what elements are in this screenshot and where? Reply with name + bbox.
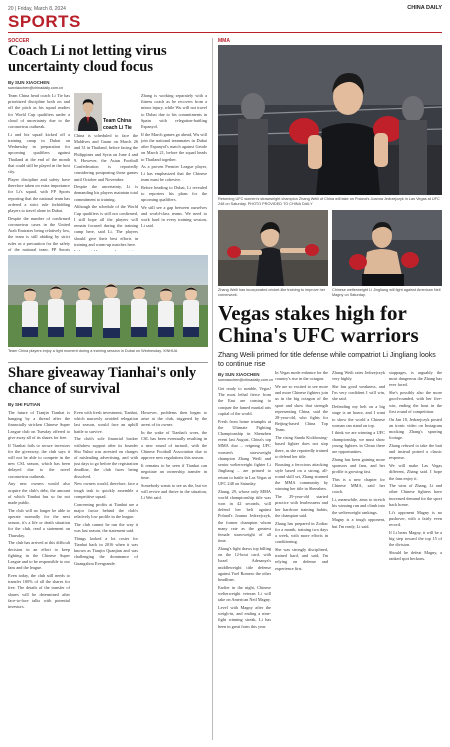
paragraph: If Tianhai fails to secure investors for the giveaway, the club says it will not be able to compete in the new CSL season, which has been delayed due to the novel coronavirus outbreak. — [8, 442, 70, 479]
paragraph: The 29-year-old started practice with fearlessness and her hardcore training habits, the champion said. — [275, 494, 328, 518]
team-training-caption: Team China players enjoy a light moment during a training session in Dubai on Wednesday. XINHUA — [8, 349, 178, 353]
zhang-training-photo — [218, 210, 328, 286]
story3-col1 — [218, 386, 271, 740]
paragraph: Li and his squad kicked off a training camp in Dubai on Wednesday in preparation for upcoming qualifiers against Thailand at the end of the month that could still be played in the host city. — [8, 131, 70, 175]
paragraph: Zhang, 29, whose only MMA world championship title was won in 42 seconds, will defend her belt against Poland's Joanna Jedrzejczyk, the former champion whom many rate as the greatest female strawweight of all time. — [218, 488, 271, 544]
paragraph: Despite the uncertainty, Li is demanding his players maintain total commitment to training. — [74, 184, 138, 202]
paragraph: Defending my belt on a big stage is an honor, and I want to show the world a Chinese woman can stand on top. — [332, 404, 385, 428]
story2-col1 — [8, 410, 70, 740]
paragraph: Concerning profits at Tianhai are a major factor behind the club's relatively low profile in the league. — [74, 501, 138, 519]
zhang-weili-main-photo — [218, 45, 442, 195]
paragraph: The rising Sanda Kickboxing-based fighter does not stop there, as she reportedly trained to defend her title. — [275, 435, 328, 459]
paragraph: In the wake of Tianhai's woes, the CSL has been eventually resulting in a new round of turmoil, with the Chinese Football Association due to approve new regulations this season. — [141, 430, 207, 461]
paragraph: We will make Las Vegas different, Zhang said. I hope the fans enjoy it. — [389, 463, 442, 481]
zhang-training-caption: Zhang Weili has incorporated cricket-like training to improve her cornerwork. — [218, 288, 326, 298]
paragraph: Although the schedule of the World Cup qualifiers is still not confirmed, I still hope all the players will remain focused during the training camp here, said Li. The players should give their best efforts in training and warm-up matches here. — [74, 204, 138, 247]
paragraph: The club's sole financial backer withdrew support after its founder Shu Yuhui was arrested on charges of misleading advertising, and with just days to go before the registration deadline, the club faces being dissolved. — [74, 436, 138, 479]
li-jingliang-caption: Chinese welterweight Li Jingliang will fight against American Neil Magny on Saturday. — [332, 288, 441, 298]
story2-byline: By SHI FUTIAN — [8, 402, 41, 407]
story1-col3 — [141, 93, 207, 251]
paragraph: Boasting a ferocious attacking style based on a strong, all-round skill set, Zhang stunned the MMA community by winning her title in Shenzhen. — [275, 461, 328, 492]
li-jingliang-photo — [332, 210, 442, 286]
story-divider — [8, 362, 208, 363]
paragraph: The club has arrived at this difficult decision in an effort to keep fighting in the Chinese Super League and to be responsible to our fans and the league. — [8, 540, 70, 571]
paragraph: Fresh from home triumphs at the Ultimate Fighting Championship in Shenzhen event last August, China's top MMA duo – reigning UFC women's strawweight champion Zhang Weili and senior welterweight fighter Li Jingliang – are primed to return to battle in Las Vegas at UFC 248 on Saturday. — [218, 418, 271, 486]
paragraph: Any new owners would also acquire the club's debt, the amount of which Tianhai has so far not made public. — [8, 481, 70, 506]
story2-col3 — [141, 410, 207, 740]
paragraph: It remains to be seen if Tianhai can negotiate an ownership transfer in time. — [141, 462, 207, 481]
paragraph: Player discipline and safety have therefore taken on extra importance for Li's squad, with FP Sports reporting that the national team has ordered a strict rule forbidding players to travel alone in Dubai. — [8, 176, 70, 213]
section-title: SPORTS — [8, 12, 81, 31]
paragraph: This is a new chapter for Chinese MMA, said her coach. — [332, 477, 385, 495]
paragraph: Level with Magny after the weigh-in, and ending a nine-fight winning streak, Li has been in great form this year. — [218, 604, 271, 629]
paragraph: Even with fresh investment, Tianhai, which narrowly avoided relegation last season, would face an uphill battle to survive. — [74, 410, 138, 434]
story1-col1 — [8, 93, 70, 251]
story1-byline-email: sunxiaochen@chinadaily.com.cn — [8, 86, 64, 90]
paragraph: Zhang's fight draws top billing on the 12-bout card, with Israel Adesanya's middleweight title defense against Yoel Romero the other headliner. — [218, 545, 271, 583]
story1-headline: Coach Li not letting virus uncertainty cloud focus — [8, 43, 167, 75]
paragraph: Get ready to rumble, Vegas! The most lethal fierce from the East are coming to conquer the famed martial arts capital of the world. — [218, 386, 271, 416]
paragraph: The future of Tianjin Tianhai is hanging by a thread after the financially stricken Chinese Super League club on Tuesday offered to give away all of its shares for free. — [8, 410, 70, 440]
paragraph: On Jan 18, Jedrzejczyk posted an ironic video on Instagram mocking Zhang's sparring footage. — [389, 416, 442, 441]
paragraph: If the March games go ahead, Wu will join the national teammates in Dubai after Espanyol's match against Getafe on March 21, before the squad heads to Thailand together. — [141, 131, 207, 162]
paragraph: She was strongly disciplined, trained hard, and said, I'm relying on defense and experience first. — [275, 546, 328, 571]
paragraph: New owners would, therefore, face a tough task to quickly assemble a competitive squad. — [74, 481, 138, 499]
paragraph: We still see a gap between ourselves and world-class teams. We need to work hard in every training session, Li said. — [141, 204, 207, 229]
paragraph: If Li beats Magny, it will be a big step toward the top 15 of the division. — [389, 529, 442, 548]
paragraph: As a proven Premier League player, Li has emphasized that the Chinese team must be cohesive. — [141, 164, 207, 182]
paragraph: Even today, the club still needs to transfer 100% of all the shares for free. The details of the transfer of shares will be determined after face-to-face talks with potential investors. — [8, 572, 70, 610]
story3-kicker: MMA — [218, 38, 230, 44]
story3-byline-email: sunxiaochen@chinadaily.com.cn — [218, 378, 274, 382]
column-divider — [212, 38, 213, 740]
coach-photo-caption: Team China coach Li Tie — [103, 118, 132, 131]
paragraph: Li's opponent Magny is no pushover, with a fairly even record. — [389, 509, 442, 528]
story1-byline: By SUN XIAOCHEN — [8, 80, 50, 85]
paragraph: She has good weakness, and I'm very confident I will win, she said. — [332, 383, 385, 402]
section-rule — [8, 32, 442, 33]
paragraph: Despite the number of confirmed coronavirus cases in the United Arab Emirates being relatively low, the team is still abiding by strict rules as a precaution for the safety of the national team, FP Sports — [8, 215, 70, 251]
paragraph: She's possibly also the more good-rounded, with her five-win, ending the bout in the first round of competition. — [389, 390, 442, 414]
paragraph: Zhang has prepared in Zodiac for a month, training two days a week, with more efforts in conditioning. — [275, 520, 328, 545]
paragraph: The club cannot be run the way it was last season, the statement said. — [74, 521, 138, 533]
story3-col3 — [332, 370, 385, 740]
coach-photo — [74, 93, 102, 131]
story3-col2 — [275, 370, 328, 740]
story3-deck: Zhang Weili primed for title defense while compatriot Li Jingliang looks to continue rise — [218, 352, 436, 368]
paragraph — [74, 249, 138, 251]
paragraph: Team China head coach Li Tie has prioritized discipline both on and off the pitch as his squad readies for World Cup qualifiers under a cloud of uncertainty due to the coronavirus outbreak. — [8, 93, 70, 130]
paragraph: Earlier in the night, Chinese welterweight veteran Li will take on American Neil Magny. — [218, 584, 271, 603]
paragraph: We are so excited to see more and more Chinese fighters join us in the big octagon of the sport and show that strength representing China, said the 28-year-old, who fights for Beijing-based China Top Team. — [275, 383, 328, 433]
paragraph: The wins of Zhang, Li and other Chinese fighters have increased demand for the sport back home. — [389, 483, 442, 507]
paragraph: The club will no longer be able to operate normally for the next season, it's a life or death situation for the club, read a statement on Thursday. — [8, 507, 70, 538]
paragraph: Magny is a tough opponent, but I'm ready, Li said. — [332, 517, 385, 529]
paragraph: China is scheduled to face the Maldives and Guam on March 26 and 31 in Thailand, before facing the Philippines and Syria on June 4 and 9. However, the Asian Football Confederation is reportedly considering postponing those games until October and November. — [74, 133, 138, 182]
paragraph: stoppages, is arguably the most dangerous the Zhang has ever faced. — [389, 370, 442, 388]
paragraph: Somebody wants to see us die, but we will revive and thrive in the situation, Li Wei said. — [141, 482, 207, 501]
paragraph: Zhang is working separately with a fitness coach as he recovers from a minor injury, while Wu will not travel to Dubai due to his commitments in Spain with relegation-battling Espanyol. — [141, 93, 207, 130]
story3-col4 — [389, 370, 442, 740]
paragraph: Should he defeat Magny, a ranked spot beckons. — [389, 549, 442, 562]
paragraph: However, problems then began to arise at the club, triggered by the arrest of its owner. — [141, 410, 207, 428]
paragraph: In Vegas mode enhance for the country's rise in the octagon. — [275, 370, 328, 382]
paper-name: CHINA DAILY — [407, 5, 442, 11]
story1-kicker: SOCCER — [8, 38, 30, 44]
paragraph: Before heading to Dubai, Li revealed to reporters his plans for the upcoming qualifiers. — [141, 184, 207, 202]
paragraph: Zhang refused to take the bait and instead posted a classic response. — [389, 442, 442, 461]
story3-headline: Vegas stakes high for China's UFC warriors — [218, 301, 419, 348]
paragraph: Zhang Weili rates Jedrzejczyk very highly. — [332, 370, 385, 382]
page-date: 20 | Friday, March 8, 2024 — [8, 6, 66, 12]
team-training-photo — [8, 255, 208, 347]
main-photo-caption: Returning UFC women's strawweight champion Zhang Weili of China will take on Poland's Joanna Jedrzejczyk in Las Vegas at UFC 248 on Saturday. PHOTO PROVIDED TO CHINA DAILY — [218, 197, 440, 207]
paragraph: I think we are winning a UFC championship, we must show young fighters in China there are opportunities. — [332, 430, 385, 455]
story2-col2 — [74, 410, 138, 740]
story2-headline: Share giveaway Tianhai's only chance of survival — [8, 365, 197, 397]
paragraph: Things looked a lot rosier for Tianhai back in 2016 when it was known as Tianjin Quanjian and was challenging the dominance of Guangzhou Evergrande. — [74, 535, 138, 566]
paragraph: Zhang has been gaining more sponsors and fans, and her profile is growing fast. — [332, 456, 385, 475]
paragraph: Li, meanwhile, aims to stretch his winning run and climb into the welterweight rankings. — [332, 497, 385, 515]
story3-byline: By SUN XIAOCHEN — [218, 372, 260, 377]
